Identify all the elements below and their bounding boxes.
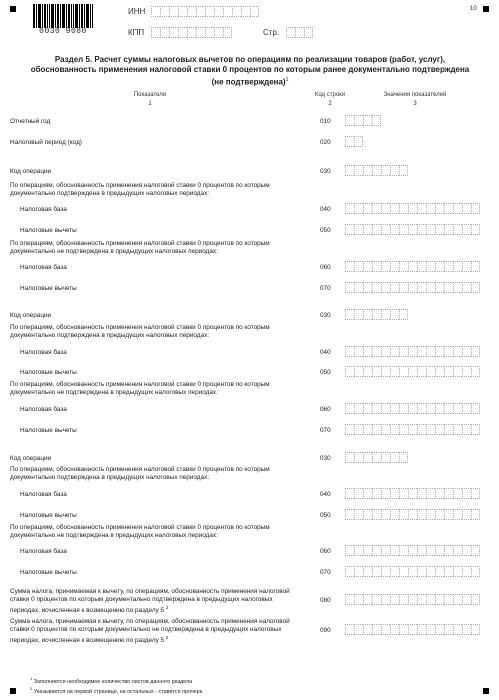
tax-deductions-label: Налоговые вычеты (20, 369, 77, 376)
row-code-030: 030 (320, 312, 331, 319)
tax-base-label: Налоговая база (20, 206, 67, 213)
confirmed-operations-description: По операциям, обоснованность применения налоговой ставки 0 процентов по которым документально подтверждена в предыдущих налоговых периодах: (10, 466, 270, 481)
row-code-010: 010 (320, 118, 331, 125)
column-header-line-code: Код строки (314, 92, 346, 98)
tax-deductions-cells[interactable] (345, 566, 480, 577)
column-header-indicators: Показатели (133, 92, 167, 98)
row-090-text: Сумма налога, принимаемая к вычету, по операциям, обоснованность применения налоговой ставки 0 процентов по которым документально не подтверждена в предыдущих налоговых периодах, исчисленная к возмещению по разделу 5 (10, 618, 290, 645)
reporting-year-cells[interactable] (345, 115, 381, 126)
tax-base-cells[interactable] (345, 403, 480, 414)
column-header-values: Значения показателей (383, 92, 447, 98)
tax-sum-unconfirmed-cells[interactable] (345, 624, 480, 635)
tax-base-label: Налоговая база (20, 548, 67, 555)
footnote-2 (30, 686, 204, 695)
tax-base-label: Налоговая база (20, 491, 67, 498)
operation-code-cells[interactable] (345, 452, 408, 463)
unconfirmed-operations-description: По операциям, обоснованность применения налоговой ставки 0 процентов по которым документально не подтверждена в предыдущих налоговых периодах: (10, 240, 270, 255)
tax-deductions-label: Налоговые вычеты (20, 512, 77, 519)
tax-base-cells[interactable] (345, 261, 480, 272)
inn-label: ИНН (128, 7, 146, 16)
row-code-050: 050 (320, 512, 331, 519)
page-cells[interactable] (286, 27, 313, 38)
tax-period-cells[interactable] (345, 136, 363, 147)
unconfirmed-operations-description: По операциям, обоснованность применения налоговой ставки 0 процентов по которым документально не подтверждена в предыдущих налоговых периодах: (10, 524, 270, 539)
tax-base-label: Налоговая база (20, 349, 67, 356)
row-code-080: 080 (320, 597, 331, 604)
barcode (33, 4, 93, 28)
corner-marker-bottom-left (10, 688, 16, 694)
row-code-060: 060 (320, 406, 331, 413)
footnote-1 (30, 676, 192, 685)
footnote-1-text: Заполняется необходимое количество листов данного раздела (33, 678, 193, 685)
row-code-020: 020 (320, 139, 331, 146)
row-090-footnote-mark: 2 (165, 635, 169, 640)
row-label-tax-sum-confirmed (10, 588, 300, 615)
tax-base-cells[interactable] (345, 545, 480, 556)
tax-deductions-cells[interactable] (345, 224, 480, 235)
kpp-label: КПП (128, 28, 145, 37)
tax-base-cells[interactable] (345, 488, 480, 499)
kpp-cells[interactable] (151, 27, 232, 38)
footnote-2-mark: 2 (30, 686, 33, 691)
row-code-090: 090 (320, 627, 331, 634)
section-title (10, 55, 490, 88)
tax-base-cells[interactable] (345, 346, 480, 357)
tax-base-label: Налоговая база (20, 406, 67, 413)
column-number-2: 2 (328, 101, 332, 107)
row-code-040: 040 (320, 206, 331, 213)
column-number-3: 3 (413, 101, 417, 107)
title-line-2: обоснованность применения налоговой ставки 0 процентов по которым ранее документально подтверждена (30, 65, 470, 74)
operation-code-label: Код операции (10, 312, 52, 319)
operation-code-cells[interactable] (345, 309, 408, 320)
row-code-070: 070 (320, 427, 331, 434)
row-code-030: 030 (320, 455, 331, 462)
tax-deductions-cells[interactable] (345, 366, 480, 377)
page-label: Стр. (263, 28, 280, 37)
row-080-footnote-mark: 2 (165, 605, 169, 610)
row-code-060: 060 (320, 264, 331, 271)
tax-base-label: Налоговая база (20, 264, 67, 271)
title-line-1: Раздел 5. Расчет суммы налоговых вычетов по операциям по реализации товаров (работ, услуг), (54, 55, 446, 64)
tax-deductions-label: Налоговые вычеты (20, 569, 77, 576)
footnote-2-text: Указывается на первой странице, на остальных - ставится прочерк. (33, 688, 204, 695)
tax-deductions-cells[interactable] (345, 424, 480, 435)
row-label-tax-sum-unconfirmed (10, 618, 300, 645)
row-code-050: 050 (320, 227, 331, 234)
row-code-070: 070 (320, 285, 331, 292)
tax-deductions-label: Налоговые вычеты (20, 285, 77, 292)
operation-code-label: Код операции (10, 455, 52, 462)
tax-base-cells[interactable] (345, 203, 480, 214)
title-line-3: (не подтверждена) (211, 77, 286, 87)
row-code-070: 070 (320, 569, 331, 576)
operation-code-cells[interactable] (345, 165, 408, 176)
column-number-1: 1 (148, 101, 152, 107)
row-code-060: 060 (320, 548, 331, 555)
confirmed-operations-description: По операциям, обоснованность применения налоговой ставки 0 процентов по которым документально подтверждена в предыдущих налоговых периодах: (10, 324, 270, 339)
barcode-number: 0030 9080 (39, 27, 87, 36)
confirmed-operations-description: По операциям, обоснованность применения налоговой ставки 0 процентов по которым документально подтверждена в предыдущих налоговых периодах: (10, 182, 270, 197)
row-label-tax-period: Налоговый период (код) (10, 139, 82, 146)
row-code-040: 040 (320, 491, 331, 498)
row-label-reporting-year: Отчетный год (10, 118, 51, 125)
footnote-1-mark: 1 (30, 676, 33, 681)
row-code-050: 050 (320, 369, 331, 376)
corner-marker-bottom-right (483, 688, 489, 694)
page-number: 10 (470, 6, 477, 12)
operation-code-label: Код операции (10, 168, 52, 175)
title-footnote-mark: 1 (285, 77, 289, 83)
corner-marker-top-right (483, 6, 489, 12)
unconfirmed-operations-description: По операциям, обоснованность применения налоговой ставки 0 процентов по которым документально не подтверждена в предыдущих налоговых периодах: (10, 381, 270, 396)
tax-deductions-label: Налоговые вычеты (20, 227, 77, 234)
inn-cells[interactable] (151, 6, 259, 17)
row-code-030: 030 (320, 168, 331, 175)
tax-sum-confirmed-cells[interactable] (345, 594, 480, 605)
row-code-040: 040 (320, 349, 331, 356)
corner-marker-top-left (10, 6, 16, 12)
tax-deductions-cells[interactable] (345, 509, 480, 520)
row-080-text: Сумма налога, принимаемая к вычету, по операциям, обоснованность применения налоговой ставки 0 процентов по которым документально подтверждена в предыдущих налоговых периодах, исчисленная к возмещению по разделу 5 (10, 588, 290, 615)
tax-deductions-cells[interactable] (345, 282, 480, 293)
tax-deductions-label: Налоговые вычеты (20, 427, 77, 434)
